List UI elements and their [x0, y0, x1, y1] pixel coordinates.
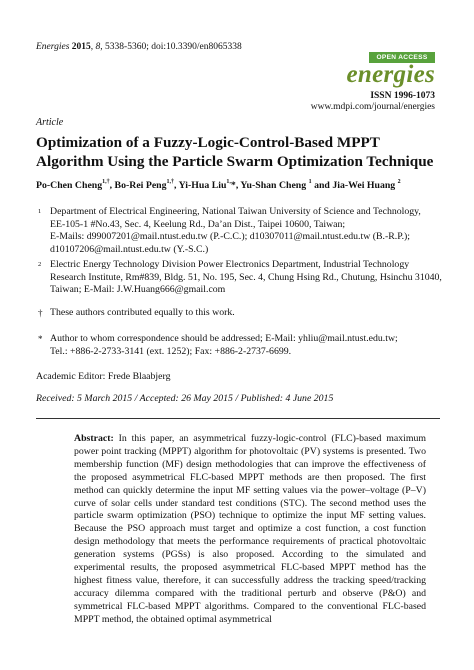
author: Yi-Hua Liu$^{1,}$*, — [178, 179, 241, 191]
author: Yu-Shan Cheng $^1$ and — [240, 179, 333, 191]
journal-volume: 8 — [95, 42, 101, 52]
affiliation-line: EE-105-1 #No.43, Sec. 4, Keelung Rd., Da’an Dist., Taipei 10600, Taiwan; — [50, 218, 346, 230]
affiliation-line: d10107206@mail.ntust.edu.tw (Y.-S.C.) — [50, 243, 209, 255]
author: Po-Chen Cheng$^{1,\dagger}$, — [36, 179, 115, 191]
journal-logo: energies — [346, 61, 435, 88]
article-type: Article — [36, 117, 64, 128]
journal-citation: Energies 2015, 8, 5338-5360; doi:10.3390/en8065338 — [36, 42, 242, 52]
abstract-label: Abstract: — [74, 433, 114, 444]
correspondence-line: Tel.: +886-2-2733-3141 (ext. 1252); Fax: +886-2-2737-6699. — [50, 345, 292, 357]
contribution-text: These authors contributed equally to this work. — [50, 307, 235, 318]
abstract-text: In this paper, an asymmetrical fuzzy-logic-control (FLC)-based maximum power point tracking (MPPT) algorithm for photovoltaic (PV) systems is presented. Two membership function (MF) design methodologies that can improve the effectiveness of the proposed asymmetrical FLC-based MPPT methods are then proposed. The first method can quickly determine the input MF setting values via the power–voltage (P–V) curve of solar cells under standard test conditions (STC). The second method uses the particle swarm optimization (PSO) technique to optimize the input MF setting values. Because the PSO approach must target and optimize a cost function, a cost function design methodology that meets the performance requirements of practical photovoltaic generation systems (PGSs) is also proposed. According to the simulated and experimental results, the proposed asymmetrical FLC-based MPPT method has the highest fitness value, therefore, it can successfully address the tracking speed/tracking accuracy dilemma compared with the traditional perturb and observe (P&O) and symmetrical FLC-based MPPT algorithms. Compared to the conventional FLC-based MPPT method, the obtained optimal asymmetrical — [74, 433, 426, 625]
affiliation-number: 2 — [38, 261, 42, 268]
issn: ISSN 1996-1073 — [370, 91, 435, 101]
affiliation-1 — [38, 206, 442, 256]
journal-name: Energies — [36, 42, 70, 52]
correspondence-line: Author to whom correspondence should be addressed; E-Mail: yhliu@mail.ntust.edu.tw; — [50, 333, 398, 344]
dagger-mark: † — [38, 308, 43, 318]
section-divider — [36, 418, 440, 419]
author: Jia-Wei Huang $^2$ — [332, 179, 401, 191]
paper-title: Optimization of a Fuzzy-Logic-Control-Based MPPT Algorithm Using the Particle Swarm Optimization Technique — [36, 134, 434, 170]
journal-url[interactable]: www.mdpi.com/journal/energies — [310, 102, 435, 112]
journal-year: 2015 — [71, 42, 91, 52]
author-list — [36, 180, 446, 191]
affiliation-number: 1 — [38, 208, 42, 215]
correspondence-note — [38, 333, 442, 358]
contribution-note — [38, 307, 442, 320]
affiliation-line: Research Institute, Rm#839, Bldg. 51, No. 195, Sec. 4, Chung Hsing Rd., Chutung, Hsinchu 31040, — [50, 271, 442, 283]
academic-editor: Academic Editor: Frede Blaabjerg — [36, 371, 171, 382]
affiliation-line: Taiwan; E-Mail: J.W.Huang666@gmail.com — [50, 284, 226, 295]
open-access-badge: OPEN ACCESS — [369, 52, 435, 63]
author: Bo-Rei Peng$^{1,\dagger}$, — [114, 179, 179, 191]
publication-dates: Received: 5 March 2015 / Accepted: 26 May 2015 / Published: 4 June 2015 — [36, 393, 334, 404]
abstract — [74, 433, 426, 627]
asterisk-mark: * — [38, 334, 43, 344]
affiliation-line: Department of Electrical Engineering, National Taiwan University of Science and Technology, — [50, 206, 421, 217]
journal-pages-doi: , 5338-5360; doi:10.3390/en8065338 — [100, 42, 242, 52]
affiliation-line: E-Mails: d99007201@mail.ntust.edu.tw (P.-C.C.); d10307011@mail.ntust.edu.tw (B.-R.P.); — [50, 231, 411, 242]
affiliation-2 — [38, 259, 442, 297]
affiliation-line: Electric Energy Technology Division Power Electronics Department, Industrial Technology — [50, 259, 410, 270]
